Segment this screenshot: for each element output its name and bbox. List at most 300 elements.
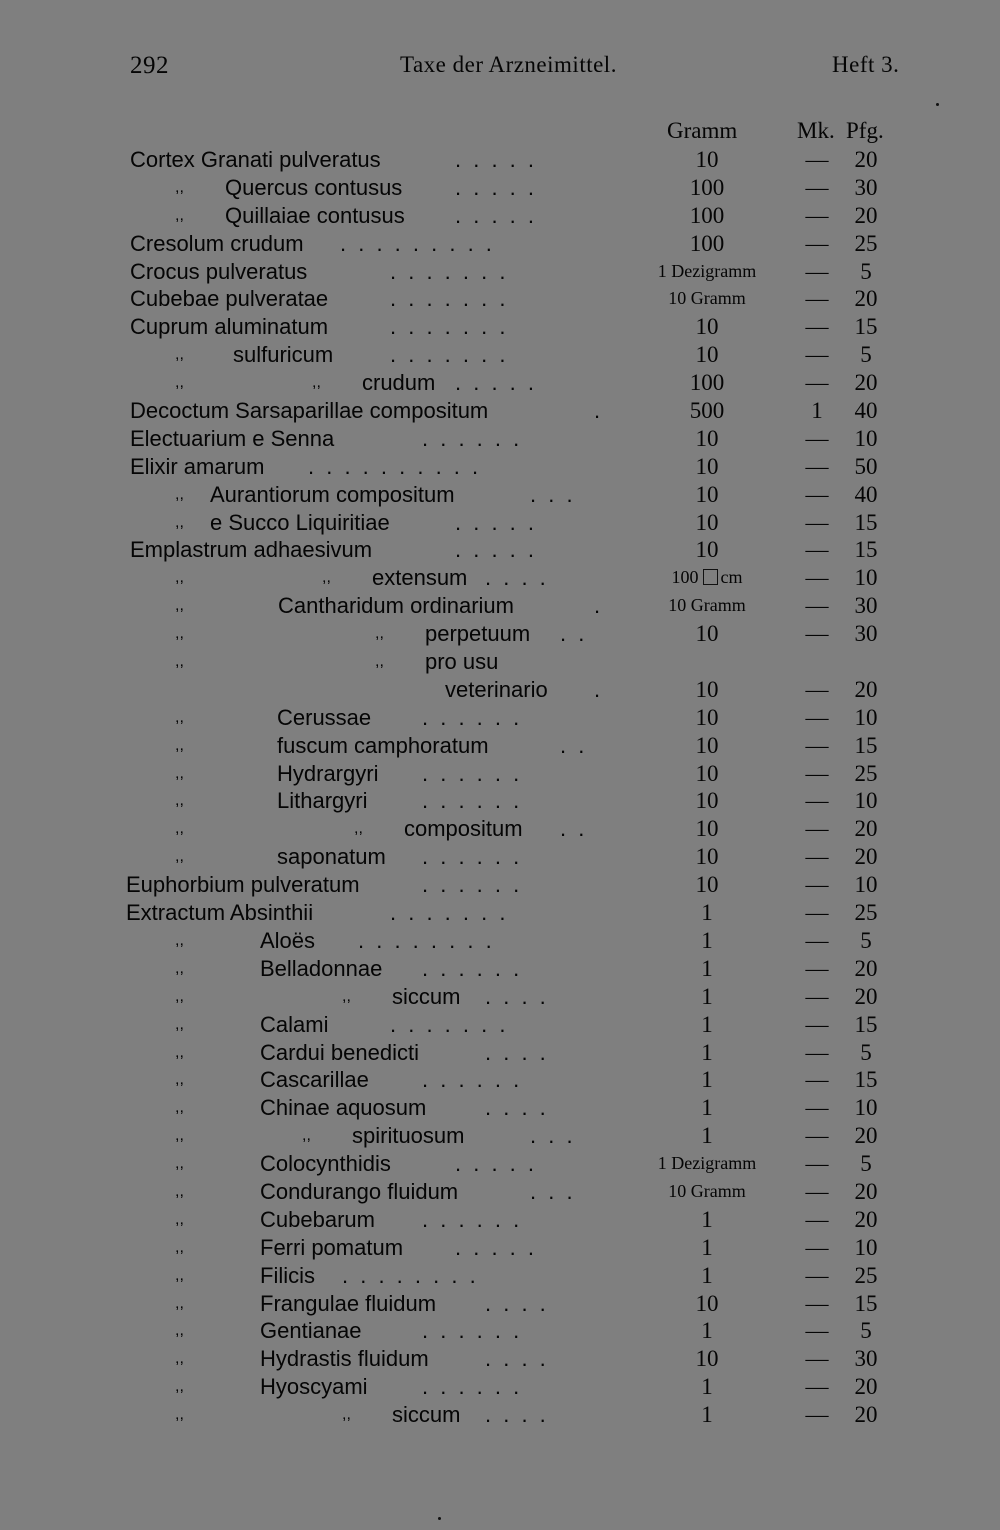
table-row xyxy=(0,481,1000,509)
pfennig-cell: 5 xyxy=(860,1151,872,1177)
amount-cell: 1 Dezigramm xyxy=(657,1153,757,1174)
ditto-mark: ,, xyxy=(175,374,184,392)
pfennig-cell: 15 xyxy=(854,732,878,758)
drug-name: siccum xyxy=(392,983,461,1009)
table-row xyxy=(0,285,1000,313)
ditto-mark: ,, xyxy=(175,1238,184,1256)
amount-cell: 10 Gramm xyxy=(668,595,746,616)
mark-cell: — xyxy=(805,983,829,1009)
amount-cell: 10 xyxy=(695,676,719,702)
ditto-mark: ,, xyxy=(342,987,351,1005)
mark-cell: — xyxy=(805,1318,829,1344)
amount-cell: 10 xyxy=(695,732,719,758)
ditto-mark: ,, xyxy=(175,1406,184,1424)
table-row xyxy=(0,1206,1000,1234)
mark-cell: — xyxy=(805,676,829,702)
ditto-mark: ,, xyxy=(175,931,184,949)
pfennig-cell: 10 xyxy=(854,565,878,591)
amount-cell: 100 xyxy=(689,174,725,200)
amount-cell: 500 xyxy=(689,398,725,424)
leader-dots: . . xyxy=(560,621,588,647)
drug-name: Filicis xyxy=(260,1262,315,1288)
pfennig-cell: 10 xyxy=(854,788,878,814)
drug-name: Emplastrum adhaesivum xyxy=(130,537,373,563)
table-row xyxy=(0,899,1000,927)
leader-dots: . . . . . . xyxy=(422,844,523,870)
table-row xyxy=(0,927,1000,955)
leader-dots: . . . . . xyxy=(455,1234,538,1260)
table-row xyxy=(0,815,1000,843)
mark-cell: — xyxy=(805,816,829,842)
mark-cell: — xyxy=(805,481,829,507)
mark-cell: — xyxy=(805,425,829,451)
mark-cell: — xyxy=(805,1095,829,1121)
table-row xyxy=(0,843,1000,871)
pfennig-cell: 15 xyxy=(854,314,878,340)
table-row xyxy=(0,1094,1000,1122)
ditto-mark: ,, xyxy=(175,513,184,531)
leader-dots: . . . . . . . . xyxy=(358,927,495,953)
drug-name: siccum xyxy=(392,1402,461,1428)
drug-name: compositum xyxy=(404,816,523,842)
table-row xyxy=(0,1290,1000,1318)
pfennig-cell: 50 xyxy=(854,453,878,479)
leader-dots: . . . . . . xyxy=(422,955,523,981)
amount-cell: 100 xyxy=(689,230,725,256)
pfennig-cell: 5 xyxy=(860,258,872,284)
table-row xyxy=(0,258,1000,286)
mark-cell: — xyxy=(805,1374,829,1400)
amount-cell: 10 Gramm xyxy=(668,1180,746,1201)
drug-name: pro usu xyxy=(425,649,499,675)
drug-name: veterinario xyxy=(445,676,548,702)
table-row xyxy=(0,1122,1000,1150)
ditto-mark: ,, xyxy=(175,987,184,1005)
table-row xyxy=(0,174,1000,202)
pfennig-cell: 25 xyxy=(854,760,878,786)
leader-dots: . . . . . . . . . xyxy=(340,230,495,256)
amount-cell: 1 xyxy=(701,1039,713,1065)
table-row xyxy=(0,369,1000,397)
mark-cell: — xyxy=(805,286,829,312)
amount-cell: 10 xyxy=(695,816,719,842)
drug-name: crudum xyxy=(362,370,436,396)
pfennig-cell: 15 xyxy=(854,1067,878,1093)
mark-cell: — xyxy=(805,1234,829,1260)
pfennig-cell: 20 xyxy=(854,202,878,228)
amount-cell: 1 xyxy=(701,1206,713,1232)
mark-cell: — xyxy=(805,593,829,619)
ditto-mark: ,, xyxy=(175,1378,184,1396)
mark-cell: — xyxy=(805,1039,829,1065)
leader-dots: . . . . xyxy=(485,1346,549,1372)
ditto-mark: ,, xyxy=(175,959,184,977)
drug-name: saponatum xyxy=(277,844,386,870)
column-header-amount: Gramm xyxy=(667,118,738,143)
table-row xyxy=(0,1401,1000,1429)
pfennig-cell: 20 xyxy=(854,286,878,312)
mark-cell: — xyxy=(805,565,829,591)
table-row xyxy=(0,787,1000,815)
drug-name: Gentianae xyxy=(260,1318,362,1344)
ditto-mark: ,, xyxy=(175,206,184,224)
table-row xyxy=(0,732,1000,760)
mark-cell: — xyxy=(805,1402,829,1428)
leader-dots: . . xyxy=(560,816,588,842)
drug-name: Frangulae fluidum xyxy=(260,1290,437,1316)
table-row xyxy=(0,397,1000,425)
mark-cell: — xyxy=(805,174,829,200)
leader-dots: . . . . . . . xyxy=(390,258,509,284)
amount-cell: 10 xyxy=(695,1346,719,1372)
ditto-mark: ,, xyxy=(175,178,184,196)
pfennig-cell: 30 xyxy=(854,593,878,619)
drug-name: Calami xyxy=(260,1011,329,1037)
pfennig-cell: 10 xyxy=(854,704,878,730)
table-row xyxy=(0,341,1000,369)
pfennig-cell: 20 xyxy=(854,983,878,1009)
drug-name: Cantharidum ordinarium xyxy=(278,593,514,619)
amount-cell: 10 xyxy=(695,704,719,730)
table-row xyxy=(0,1262,1000,1290)
pfennig-cell: 10 xyxy=(854,1234,878,1260)
mark-cell: — xyxy=(805,258,829,284)
ditto-mark: ,, xyxy=(175,346,184,364)
pfennig-cell: 30 xyxy=(854,1346,878,1372)
drug-name: Quillaiae contusus xyxy=(225,202,405,228)
pfennig-cell: 10 xyxy=(854,872,878,898)
drug-name: sulfuricum xyxy=(233,342,334,368)
ditto-mark: ,, xyxy=(302,1127,311,1145)
ditto-mark: ,, xyxy=(175,569,184,587)
table-row xyxy=(0,1345,1000,1373)
leader-dots: . . . . xyxy=(485,983,549,1009)
leader-dots: . . . . . . . . xyxy=(342,1262,479,1288)
leader-dots: . . . . . . xyxy=(422,760,523,786)
pfennig-cell: 40 xyxy=(854,398,878,424)
mark-cell: — xyxy=(805,927,829,953)
amount-cell: 1 xyxy=(701,900,713,926)
drug-name: Quercus contusus xyxy=(225,174,403,200)
amount-cell: 10 xyxy=(695,621,719,647)
leader-dots: . . xyxy=(560,732,588,758)
amount-cell: 10 Gramm xyxy=(668,288,746,309)
amount-cell: 10 xyxy=(695,872,719,898)
drug-name: Lithargyri xyxy=(277,788,368,814)
leader-dots: . . . . . . . xyxy=(390,1011,509,1037)
amount-cell: 1 xyxy=(701,1262,713,1288)
drug-name: Chinae aquosum xyxy=(260,1095,427,1121)
amount-cell: 1 Dezigramm xyxy=(657,260,757,281)
drug-name: Cardui benedicti xyxy=(260,1039,419,1065)
ditto-mark: ,, xyxy=(175,597,184,615)
amount-cell: 10 xyxy=(695,760,719,786)
mark-cell: — xyxy=(805,147,829,172)
drug-name: Cascarillae xyxy=(260,1067,369,1093)
pfennig-cell: 30 xyxy=(854,174,878,200)
mark-cell: — xyxy=(805,1290,829,1316)
drug-name: Hydrastis fluidum xyxy=(260,1346,429,1372)
pfennig-cell: 5 xyxy=(860,342,872,368)
drug-name: Cortex Granati pulveratus xyxy=(130,147,381,172)
table-row xyxy=(0,1066,1000,1094)
pfennig-cell: 40 xyxy=(854,481,878,507)
mark-cell: 1 xyxy=(811,398,823,424)
ditto-mark: ,, xyxy=(175,1043,184,1061)
table-row xyxy=(0,230,1000,258)
table-row xyxy=(0,620,1000,648)
mark-cell: — xyxy=(805,732,829,758)
mark-cell: — xyxy=(805,1178,829,1204)
drug-name: Condurango fluidum xyxy=(260,1178,459,1204)
volume-label: Heft 3. xyxy=(832,52,900,77)
pfennig-cell: 25 xyxy=(854,1262,878,1288)
drug-name: Aloës xyxy=(260,927,316,953)
table-row xyxy=(0,536,1000,564)
drug-name: Hyoscyami xyxy=(260,1374,368,1400)
amount-cell xyxy=(632,564,782,592)
drug-name: Colocynthidis xyxy=(260,1151,391,1177)
price-list xyxy=(0,146,1000,1429)
drug-name: fuscum camphoratum xyxy=(277,732,489,758)
amount-cell: 10 xyxy=(695,425,719,451)
drug-name: Crocus pulveratus xyxy=(130,258,308,284)
amount-cell: 10 xyxy=(695,481,719,507)
leader-dots: . . . xyxy=(530,1123,576,1149)
pfennig-cell: 20 xyxy=(854,676,878,702)
mark-cell: — xyxy=(805,1067,829,1093)
ditto-mark: ,, xyxy=(175,1099,184,1117)
drug-name: spirituosum xyxy=(352,1123,465,1149)
ditto-mark: ,, xyxy=(175,736,184,754)
leader-dots: . . . . . . xyxy=(422,872,523,898)
table-row xyxy=(0,955,1000,983)
leader-dots: . . . . . xyxy=(455,1151,538,1177)
amount-cell: 10 xyxy=(695,1290,719,1316)
table-row xyxy=(0,1373,1000,1401)
amount-cell: 10 xyxy=(695,342,719,368)
ditto-mark: ,, xyxy=(375,625,384,643)
table-row xyxy=(0,146,1000,174)
leader-dots: . . . . . . . . . . xyxy=(308,453,482,479)
pfennig-cell: 20 xyxy=(854,955,878,981)
scan-speck xyxy=(438,1517,441,1520)
ditto-mark: ,, xyxy=(175,820,184,838)
drug-name: Cresolum crudum xyxy=(130,230,304,256)
table-row xyxy=(0,453,1000,481)
table-row xyxy=(0,760,1000,788)
ditto-mark: ,, xyxy=(175,653,184,671)
leader-dots: . . . . . xyxy=(455,147,538,172)
amount-cell: 1 xyxy=(701,1095,713,1121)
table-row xyxy=(0,871,1000,899)
amount-cell: 1 xyxy=(701,1123,713,1149)
mark-cell: — xyxy=(805,1262,829,1288)
column-header-mark: Mk. xyxy=(797,118,835,143)
leader-dots: . . . xyxy=(530,1178,576,1204)
pfennig-cell: 20 xyxy=(854,816,878,842)
ditto-mark: ,, xyxy=(312,374,321,392)
drug-name: Ferri pomatum xyxy=(260,1234,404,1260)
leader-dots: . . . . . xyxy=(455,174,538,200)
table-row xyxy=(0,509,1000,537)
drug-name: extensum xyxy=(372,565,468,591)
mark-cell: — xyxy=(805,230,829,256)
pfennig-cell: 20 xyxy=(854,1178,878,1204)
mark-cell: — xyxy=(805,955,829,981)
drug-name: Cerussae xyxy=(277,704,372,730)
mark-cell: — xyxy=(805,704,829,730)
mark-cell: — xyxy=(805,509,829,535)
leader-dots: . . . . xyxy=(485,1402,549,1428)
ditto-mark: ,, xyxy=(375,653,384,671)
leader-dots: . . . . xyxy=(485,1039,549,1065)
pfennig-cell: 15 xyxy=(854,1290,878,1316)
pfennig-cell: 20 xyxy=(854,1206,878,1232)
leader-dots: . xyxy=(594,593,604,619)
amount-cell: 100 xyxy=(689,202,725,228)
pfennig-cell: 20 xyxy=(854,370,878,396)
ditto-mark: ,, xyxy=(175,1322,184,1340)
leader-dots: . . . . xyxy=(485,1095,549,1121)
drug-name: Cuprum aluminatum xyxy=(130,314,329,340)
leader-dots: . . . . . xyxy=(455,537,538,563)
ditto-mark: ,, xyxy=(175,1350,184,1368)
ditto-mark: ,, xyxy=(175,792,184,810)
ditto-mark: ,, xyxy=(175,625,184,643)
table-row xyxy=(0,983,1000,1011)
leader-dots: . . . . . . xyxy=(422,704,523,730)
mark-cell: — xyxy=(805,900,829,926)
table-row xyxy=(0,202,1000,230)
pfennig-cell: 10 xyxy=(854,1095,878,1121)
ditto-mark: ,, xyxy=(175,1294,184,1312)
mark-cell: — xyxy=(805,1011,829,1037)
mark-cell: — xyxy=(805,202,829,228)
pfennig-cell: 25 xyxy=(854,230,878,256)
amount-cell: 10 xyxy=(695,844,719,870)
leader-dots: . . . . . xyxy=(455,509,538,535)
leader-dots: . . . . . . . xyxy=(390,900,509,926)
table-row xyxy=(0,592,1000,620)
leader-dots: . . . . . . . xyxy=(390,286,509,312)
amount-cell: 1 xyxy=(701,983,713,1009)
pfennig-cell: 20 xyxy=(854,1402,878,1428)
drug-name: Cubebarum xyxy=(260,1206,375,1232)
mark-cell: — xyxy=(805,537,829,563)
drug-name: Extractum Absinthii xyxy=(126,900,314,926)
mark-cell: — xyxy=(805,621,829,647)
leader-dots: . . . . . . xyxy=(422,425,523,451)
mark-cell: — xyxy=(805,872,829,898)
mark-cell: — xyxy=(805,1151,829,1177)
pfennig-cell: 15 xyxy=(854,509,878,535)
table-row xyxy=(0,313,1000,341)
ditto-mark: ,, xyxy=(175,1182,184,1200)
pfennig-cell: 5 xyxy=(860,1318,872,1344)
leader-dots: . . . . . . . xyxy=(390,314,509,340)
leader-dots: . xyxy=(594,676,604,702)
table-row xyxy=(0,1150,1000,1178)
drug-name: Euphorbium pulveratum xyxy=(126,872,360,898)
ditto-mark: ,, xyxy=(175,1127,184,1145)
amount-cell: 10 xyxy=(695,453,719,479)
leader-dots: . . . . . . xyxy=(422,1318,523,1344)
drug-name: Aurantiorum compositum xyxy=(210,481,455,507)
ditto-mark: ,, xyxy=(175,1266,184,1284)
ditto-mark: ,, xyxy=(175,708,184,726)
amount-cell: 1 xyxy=(701,927,713,953)
scan-speck xyxy=(936,103,939,106)
pfennig-cell: 20 xyxy=(854,844,878,870)
leader-dots: . . . . xyxy=(485,565,549,591)
table-row xyxy=(0,564,1000,592)
amount-cell: 1 xyxy=(701,1067,713,1093)
table-row xyxy=(0,1039,1000,1067)
ditto-mark: ,, xyxy=(175,1071,184,1089)
pfennig-cell: 30 xyxy=(854,621,878,647)
ditto-mark: ,, xyxy=(175,485,184,503)
pfennig-cell: 5 xyxy=(860,1039,872,1065)
page-number: 292 xyxy=(130,52,169,79)
pfennig-cell: 10 xyxy=(854,425,878,451)
mark-cell: — xyxy=(805,760,829,786)
leader-dots: . . . . . . . xyxy=(390,342,509,368)
table-row xyxy=(0,1178,1000,1206)
amount-unit: cm xyxy=(720,567,743,588)
mark-cell: — xyxy=(805,844,829,870)
leader-dots: . . . . . . xyxy=(422,1206,523,1232)
mark-cell: — xyxy=(805,1123,829,1149)
leader-dots: . . . . . . xyxy=(422,1374,523,1400)
ditto-mark: ,, xyxy=(175,764,184,782)
amount-cell: 10 xyxy=(695,147,719,172)
mark-cell: — xyxy=(805,453,829,479)
table-row xyxy=(0,425,1000,453)
running-title: Taxe der Arzneimittel. xyxy=(400,52,617,77)
pfennig-cell: 5 xyxy=(860,927,872,953)
ditto-mark: ,, xyxy=(175,1015,184,1033)
pfennig-cell: 15 xyxy=(854,1011,878,1037)
pfennig-cell: 20 xyxy=(854,147,878,172)
leader-dots: . . . . . . xyxy=(422,1067,523,1093)
drug-name: Elixir amarum xyxy=(130,453,265,479)
leader-dots: . . . . . . xyxy=(422,788,523,814)
table-row xyxy=(0,648,1000,676)
mark-cell: — xyxy=(805,788,829,814)
amount-cell: 100 xyxy=(689,370,725,396)
table-row xyxy=(0,1317,1000,1345)
drug-name: Decoctum Sarsaparillae compositum xyxy=(130,398,489,424)
drug-name: perpetuum xyxy=(425,621,531,647)
amount-cell: 10 xyxy=(695,509,719,535)
mark-cell: — xyxy=(805,342,829,368)
amount-cell: 1 xyxy=(701,1318,713,1344)
drug-name: Electuarium e Senna xyxy=(130,425,335,451)
mark-cell: — xyxy=(805,1346,829,1372)
amount-cell: 1 xyxy=(701,955,713,981)
ditto-mark: ,, xyxy=(175,1210,184,1228)
amount-value: 100 xyxy=(671,567,699,588)
amount-cell: 10 xyxy=(695,314,719,340)
table-row xyxy=(0,704,1000,732)
square-symbol-icon xyxy=(703,569,718,585)
pfennig-cell: 20 xyxy=(854,1374,878,1400)
drug-name: Hydrargyri xyxy=(277,760,379,786)
table-row xyxy=(0,1234,1000,1262)
amount-cell: 1 xyxy=(701,1374,713,1400)
drug-name: e Succo Liquiritiae xyxy=(210,509,390,535)
